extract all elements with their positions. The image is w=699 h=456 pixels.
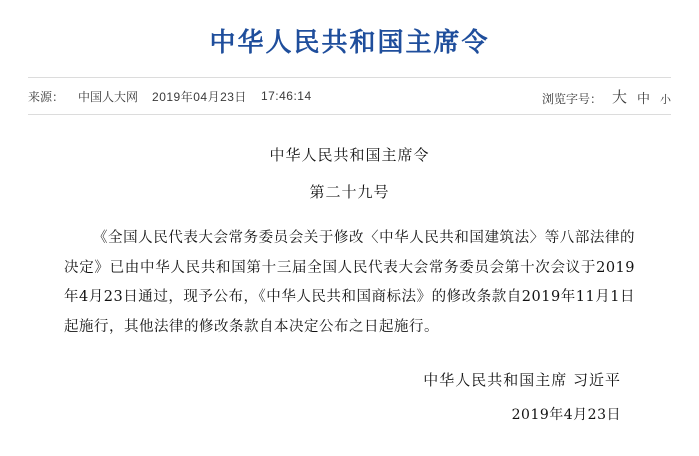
font-size-medium-button[interactable]: 中 — [636, 90, 650, 106]
document-heading: 中华人民共和国主席令 — [269, 146, 430, 164]
publish-date: 2019年04月23日 — [152, 89, 247, 104]
page-title: 中华人民共和国主席令 — [209, 28, 490, 58]
source-value[interactable]: 中国人大网 — [78, 89, 139, 104]
font-size-large-button[interactable]: 大 — [611, 88, 627, 106]
document-sign-date: 2019年4月23日 — [511, 406, 621, 423]
meta-left-group — [28, 88, 312, 105]
document-number: 第二十九号 — [309, 182, 390, 201]
publish-time: 17:46:14 — [260, 89, 312, 103]
meta-bar — [28, 77, 671, 115]
document-body — [28, 115, 671, 424]
source-label: 来源： — [28, 89, 65, 104]
document-signature: 中华人民共和国主席 习近平 — [423, 370, 621, 389]
font-size-small-button[interactable]: 小 — [660, 93, 671, 106]
document-paragraph: 《全国人民代表大会常务委员会关于修改〈中华人民共和国建筑法〉等八部法律的决定》已由中华人民共和国第十三届全国人民代表大会常务委员会第十次会议于2019年4月23日通过，现予公布，《中华人民共和国商标法》的修改条款自2019年11月1日起施行，其他法律的修改条款自本决定公布之日起施行。 — [64, 230, 635, 336]
font-size-group — [542, 86, 671, 107]
font-size-label: 浏览字号： — [541, 91, 602, 106]
